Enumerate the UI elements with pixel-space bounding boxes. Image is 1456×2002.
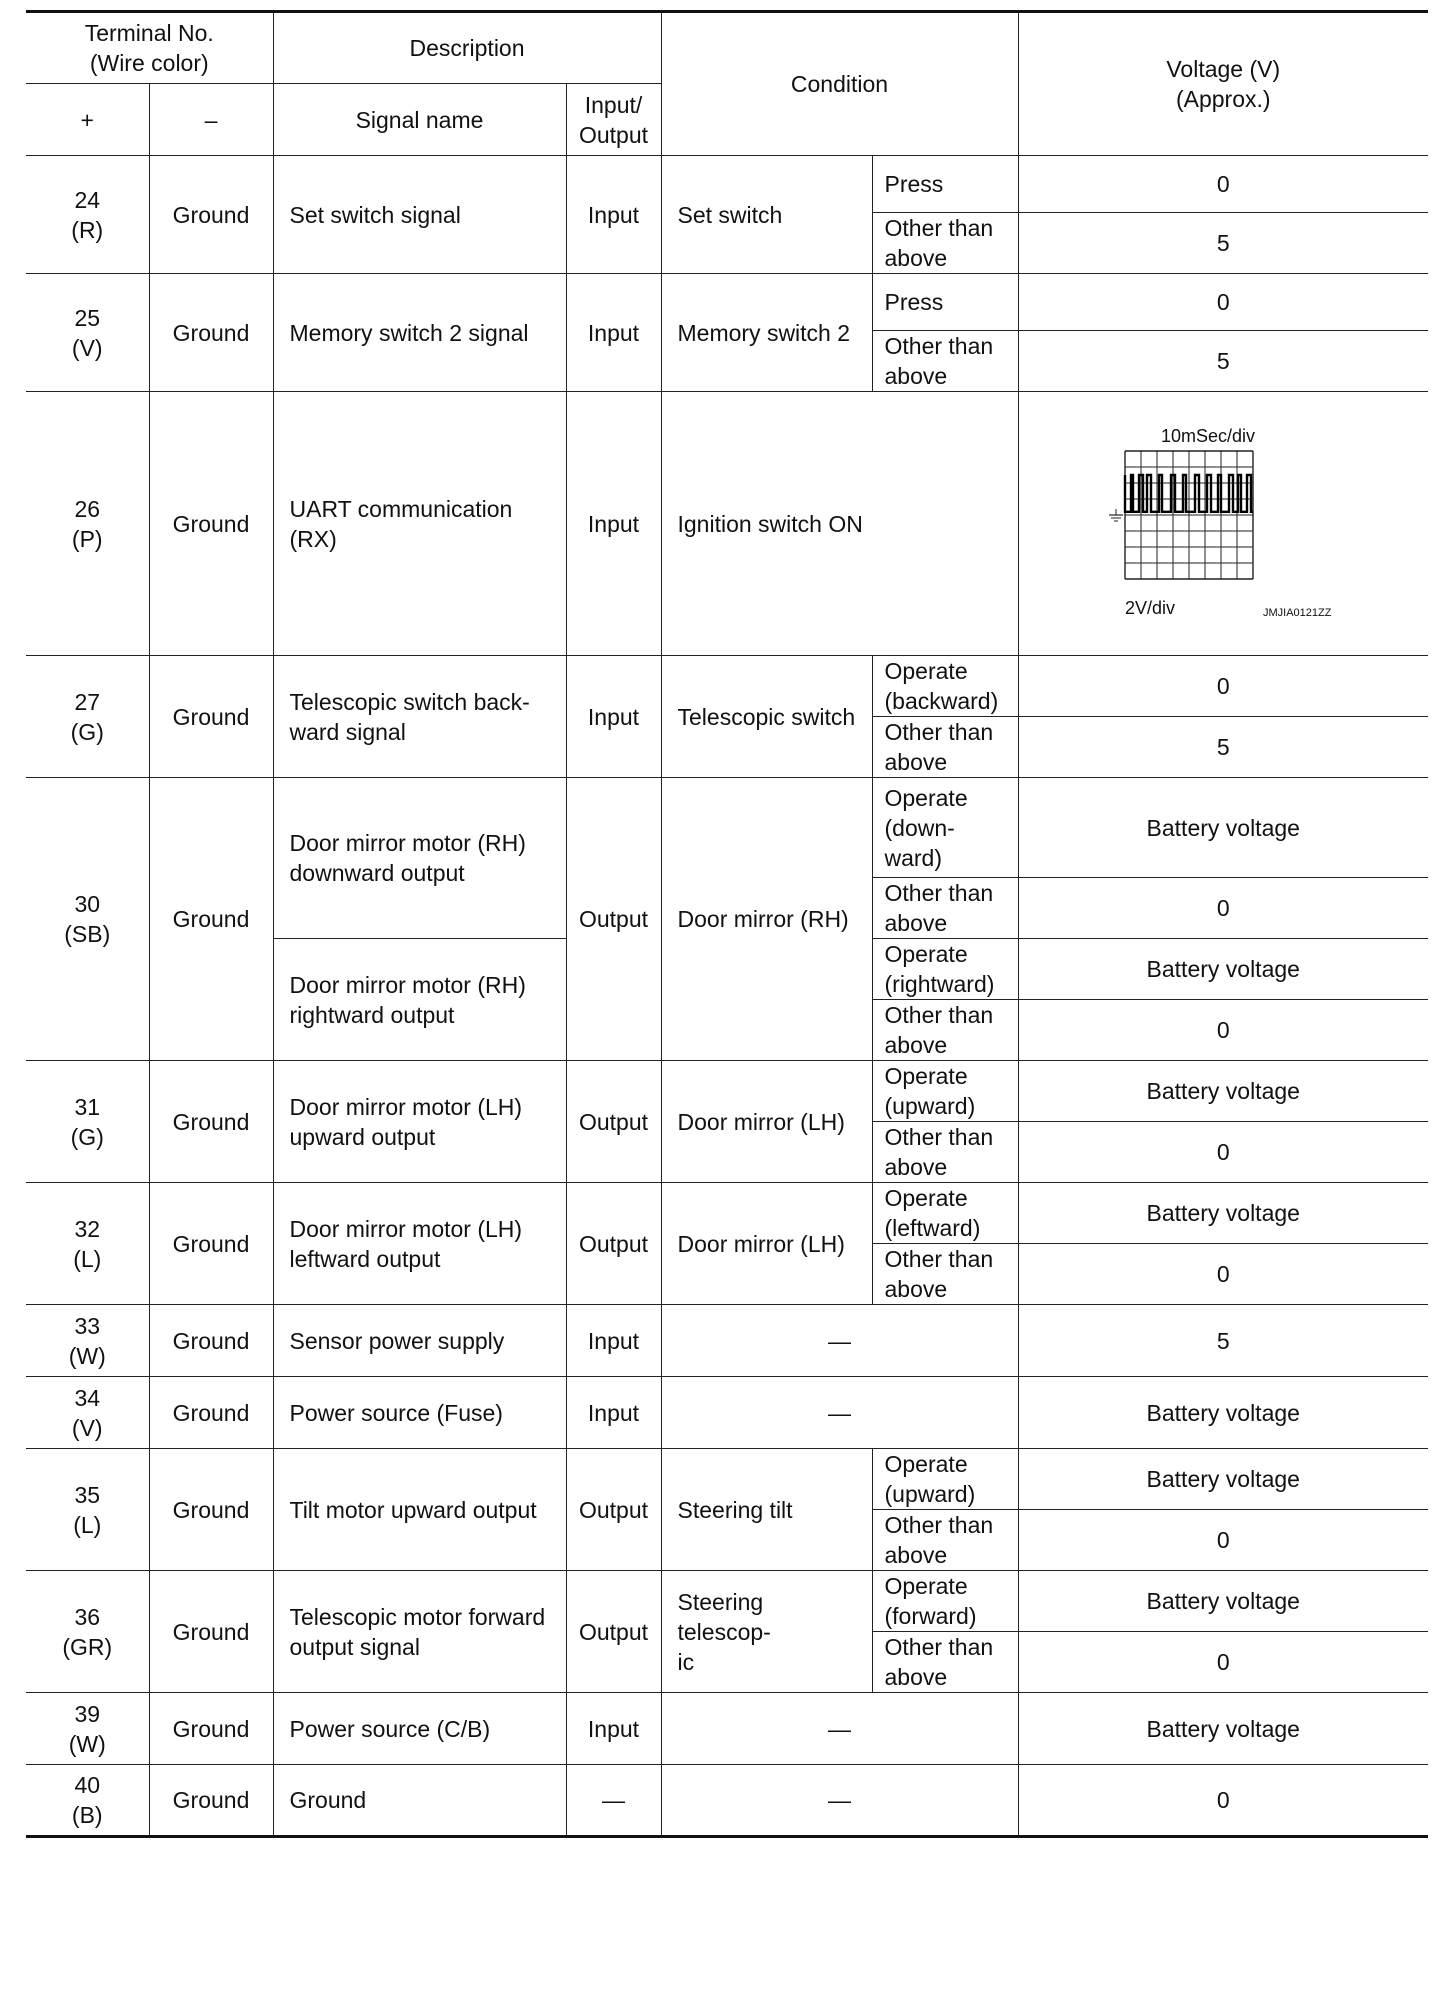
condition-state-cell: Press bbox=[872, 274, 1018, 331]
condition-cell: — bbox=[661, 1693, 1018, 1765]
io-cell: Input bbox=[566, 1693, 661, 1765]
voltage-cell: 0 bbox=[1018, 156, 1428, 213]
ground-cell: Ground bbox=[149, 778, 273, 1061]
signal-name-cell: Door mirror motor (RH) downward output bbox=[273, 778, 566, 939]
condition-state-cell: Operate (forward) bbox=[872, 1571, 1018, 1632]
signal-name-cell: Memory switch 2 signal bbox=[273, 274, 566, 392]
header-minus: – bbox=[149, 84, 273, 156]
figure-ref-code: JMJIA0121ZZ bbox=[1263, 606, 1332, 619]
table-row bbox=[26, 1693, 1428, 1765]
condition-cell: — bbox=[661, 1765, 1018, 1837]
voltage-cell: Battery voltage bbox=[1018, 1571, 1428, 1632]
condition-state-cell: Other than above bbox=[872, 717, 1018, 778]
condition-state-cell: Operate (down- ward) bbox=[872, 778, 1018, 878]
voltage-cell: Battery voltage bbox=[1018, 1061, 1428, 1122]
table-row bbox=[26, 1765, 1428, 1837]
voltage-cell: Battery voltage bbox=[1018, 1377, 1428, 1449]
header-description: Description bbox=[273, 12, 661, 84]
table-row bbox=[26, 1571, 1428, 1632]
table-row bbox=[26, 1305, 1428, 1377]
voltage-cell: 0 bbox=[1018, 1122, 1428, 1183]
signal-name-cell: Telescopic switch back- ward signal bbox=[273, 656, 566, 778]
table-row bbox=[26, 392, 1428, 656]
uart-waveform-graphic bbox=[1073, 414, 1373, 634]
io-cell: Input bbox=[566, 1377, 661, 1449]
voltage-cell: 5 bbox=[1018, 331, 1428, 392]
signal-name-cell: Door mirror motor (LH) upward output bbox=[273, 1061, 566, 1183]
ground-cell: Ground bbox=[149, 1305, 273, 1377]
io-cell: Output bbox=[566, 1183, 661, 1305]
table-row bbox=[26, 274, 1428, 331]
signal-name-cell: Door mirror motor (LH) leftward output bbox=[273, 1183, 566, 1305]
condition-state-cell: Other than above bbox=[872, 331, 1018, 392]
signal-name-cell: Power source (C/B) bbox=[273, 1693, 566, 1765]
terminal-cell: 24 (R) bbox=[26, 156, 149, 274]
condition-state-cell: Operate (upward) bbox=[872, 1061, 1018, 1122]
condition-cell: Door mirror (RH) bbox=[661, 778, 872, 1061]
voltage-cell: 5 bbox=[1018, 717, 1428, 778]
condition-state-cell: Other than above bbox=[872, 1632, 1018, 1693]
io-cell: Input bbox=[566, 156, 661, 274]
voltage-cell: 0 bbox=[1018, 878, 1428, 939]
io-cell: Input bbox=[566, 392, 661, 656]
ground-cell: Ground bbox=[149, 656, 273, 778]
condition-state-cell: Other than above bbox=[872, 1000, 1018, 1061]
ground-cell: Ground bbox=[149, 1693, 273, 1765]
io-cell: — bbox=[566, 1765, 661, 1837]
condition-state-cell: Other than above bbox=[872, 1244, 1018, 1305]
terminal-cell: 39 (W) bbox=[26, 1693, 149, 1765]
terminal-cell: 34 (V) bbox=[26, 1377, 149, 1449]
header-condition: Condition bbox=[661, 12, 1018, 156]
condition-cell: Steering tilt bbox=[661, 1449, 872, 1571]
ground-cell: Ground bbox=[149, 1765, 273, 1837]
condition-state-cell: Other than above bbox=[872, 878, 1018, 939]
condition-state-cell: Operate (backward) bbox=[872, 656, 1018, 717]
voltage-cell: 0 bbox=[1018, 1632, 1428, 1693]
terminal-cell: 31 (G) bbox=[26, 1061, 149, 1183]
ground-cell: Ground bbox=[149, 392, 273, 656]
terminal-cell: 40 (B) bbox=[26, 1765, 149, 1837]
io-cell: Input bbox=[566, 1305, 661, 1377]
signal-name-cell: Sensor power supply bbox=[273, 1305, 566, 1377]
table-row bbox=[26, 778, 1428, 878]
time-div-label: 10mSec/div bbox=[1161, 425, 1256, 446]
condition-cell: Memory switch 2 bbox=[661, 274, 872, 392]
voltage-cell: 0 bbox=[1018, 274, 1428, 331]
io-cell: Output bbox=[566, 1449, 661, 1571]
voltage-cell: 0 bbox=[1018, 1244, 1428, 1305]
terminal-cell: 25 (V) bbox=[26, 274, 149, 392]
io-cell: Output bbox=[566, 1061, 661, 1183]
table-row bbox=[26, 1061, 1428, 1122]
voltage-cell: Battery voltage bbox=[1018, 1693, 1428, 1765]
voltage-cell: 0 bbox=[1018, 1765, 1428, 1837]
condition-cell: Telescopic switch bbox=[661, 656, 872, 778]
volt-div-label: 2V/div bbox=[1125, 597, 1176, 618]
condition-state-cell: Other than above bbox=[872, 1122, 1018, 1183]
io-cell: Output bbox=[566, 778, 661, 1061]
terminal-cell: 33 (W) bbox=[26, 1305, 149, 1377]
voltage-cell: 0 bbox=[1018, 656, 1428, 717]
signal-name-cell: Set switch signal bbox=[273, 156, 566, 274]
terminal-cell: 36 (GR) bbox=[26, 1571, 149, 1693]
condition-state-cell: Operate (leftward) bbox=[872, 1183, 1018, 1244]
condition-cell: Door mirror (LH) bbox=[661, 1061, 872, 1183]
voltage-cell: Battery voltage bbox=[1018, 1183, 1428, 1244]
condition-cell: Door mirror (LH) bbox=[661, 1183, 872, 1305]
signal-name-cell: Ground bbox=[273, 1765, 566, 1837]
condition-state-cell: Operate (upward) bbox=[872, 1449, 1018, 1510]
voltage-cell: 0 bbox=[1018, 1510, 1428, 1571]
table-row bbox=[26, 1449, 1428, 1510]
terminal-table bbox=[26, 10, 1428, 1838]
table-row bbox=[26, 156, 1428, 213]
io-cell: Input bbox=[566, 656, 661, 778]
signal-name-cell: Telescopic motor forward output signal bbox=[273, 1571, 566, 1693]
terminal-cell: 27 (G) bbox=[26, 656, 149, 778]
header-signal-name: Signal name bbox=[273, 84, 566, 156]
condition-cell: Steering telescop- ic bbox=[661, 1571, 872, 1693]
condition-state-cell: Press bbox=[872, 156, 1018, 213]
ground-cell: Ground bbox=[149, 1449, 273, 1571]
ground-cell: Ground bbox=[149, 1377, 273, 1449]
terminal-cell: 30 (SB) bbox=[26, 778, 149, 1061]
io-cell: Output bbox=[566, 1571, 661, 1693]
signal-name-cell: Door mirror motor (RH) rightward output bbox=[273, 939, 566, 1061]
header-terminal-no: Terminal No. (Wire color) bbox=[26, 12, 273, 84]
voltage-cell: Battery voltage bbox=[1018, 939, 1428, 1000]
waveform-cell bbox=[1018, 392, 1428, 656]
ground-cell: Ground bbox=[149, 1061, 273, 1183]
signal-name-cell: UART communication (RX) bbox=[273, 392, 566, 656]
table-row bbox=[26, 1183, 1428, 1244]
terminal-cell: 26 (P) bbox=[26, 392, 149, 656]
ground-cell: Ground bbox=[149, 156, 273, 274]
header-input-output: Input/ Output bbox=[566, 84, 661, 156]
voltage-cell: 0 bbox=[1018, 1000, 1428, 1061]
table-row bbox=[26, 656, 1428, 717]
condition-cell: — bbox=[661, 1305, 1018, 1377]
ground-cell: Ground bbox=[149, 1183, 273, 1305]
condition-cell: Ignition switch ON bbox=[661, 392, 1018, 656]
table-row bbox=[26, 1377, 1428, 1449]
header-plus: + bbox=[26, 84, 149, 156]
voltage-cell: 5 bbox=[1018, 1305, 1428, 1377]
condition-cell: — bbox=[661, 1377, 1018, 1449]
voltage-cell: 5 bbox=[1018, 213, 1428, 274]
signal-name-cell: Tilt motor upward output bbox=[273, 1449, 566, 1571]
voltage-cell: Battery voltage bbox=[1018, 778, 1428, 878]
condition-cell: Set switch bbox=[661, 156, 872, 274]
condition-state-cell: Operate (rightward) bbox=[872, 939, 1018, 1000]
header-voltage: Voltage (V) (Approx.) bbox=[1018, 12, 1428, 156]
ground-cell: Ground bbox=[149, 274, 273, 392]
terminal-cell: 32 (L) bbox=[26, 1183, 149, 1305]
condition-state-cell: Other than above bbox=[872, 213, 1018, 274]
ground-cell: Ground bbox=[149, 1571, 273, 1693]
condition-state-cell: Other than above bbox=[872, 1510, 1018, 1571]
io-cell: Input bbox=[566, 274, 661, 392]
terminal-cell: 35 (L) bbox=[26, 1449, 149, 1571]
signal-name-cell: Power source (Fuse) bbox=[273, 1377, 566, 1449]
voltage-cell: Battery voltage bbox=[1018, 1449, 1428, 1510]
